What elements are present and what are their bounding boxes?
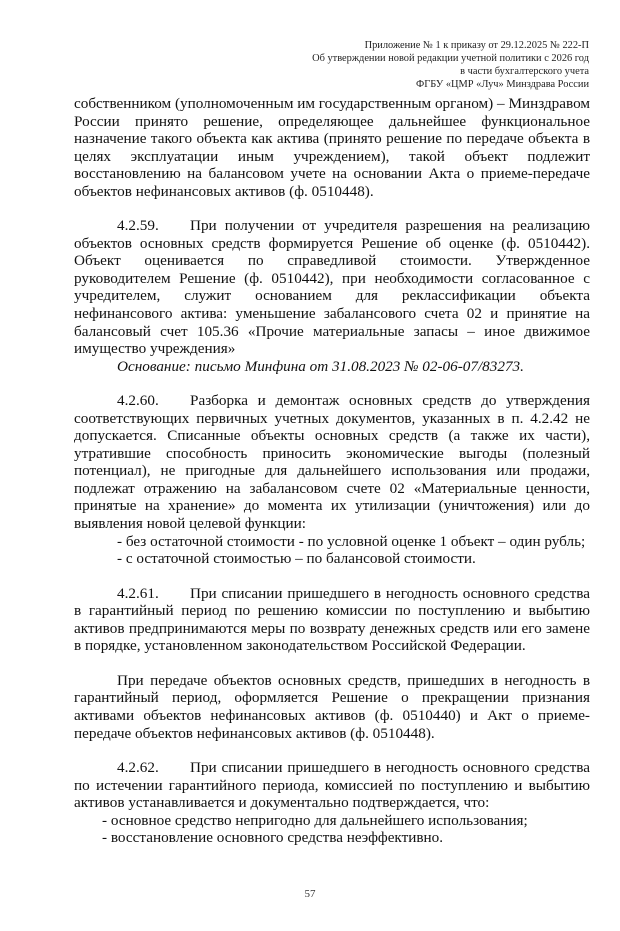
list-item: - с остаточной стоимостью – по балансовой стоимости. — [117, 550, 476, 568]
clause-number: 4.2.62. — [117, 759, 159, 777]
document-body — [74, 95, 590, 847]
transfer-paragraph: При передаче объектов основных средств, пришедших в негодность в гарантийный период, оформляется Решение о прекращении признания активами объектов нефинансовых активов (ф. 0510440) и Акт о приеме-передаче объектов нефинансовых активов (ф. 0510448). — [74, 671, 590, 742]
clause-4-2-62 — [74, 759, 590, 847]
continued-paragraph: собственником (уполномоченным им государственным органом) – Минздравом России принято решение, определяющее дальнейшее функциональное назначение такого объекта как актива (принято решение по передаче объекта в целях эксплуатации иным учреждением), такой объект подлежит восстановлению на балансовом учете на основании Акта о приеме-передаче объектов нефинансовых активов (ф. 0510448). — [74, 95, 590, 200]
clause-4-2-61 — [74, 585, 590, 655]
clause-text: Разборка и демонтаж основных средств до утверждения соответствующих первичных учетных документов, указанных в п. 4.2.42 не допускается. Списанные объекты основных средств (а также их части), утратившие способность приносить экономические выгоды (полезный потенциал), не пригодные для дальнейшего использования или продажи, подлежат отражению на забалансовом счете 02 «Материальные ценности, принятые на хранение» до момента их утилизации (уничтожения) или до выявления новой целевой функции: — [74, 392, 590, 533]
header-line: Об утверждении новой редакции учетной политики с 2026 год — [312, 53, 589, 64]
header-line: в части бухгалтерского учета — [460, 66, 589, 77]
clause-text: При получении от учредителя разрешения на реализацию объектов основных средств формируется Решение об оценке (ф. 0510442). Объект оценивается по справедливой стоимости. Утвержденное руководителем Решение (ф. 0510442), при необходимости согласованное с учредителем, служит основанием для реклассификации объекта нефинансового актива: уменьшение забалансового счета 02 и принятие на балансовый счет 105.36 «Прочие материальные запасы – иное движимое имущество учреждения» — [74, 217, 590, 358]
list-item: - без остаточной стоимости - по условной оценке 1 объект – один рубль; — [117, 532, 586, 550]
list-item: - основное средство непригодно для дальнейшего использования; — [102, 811, 528, 829]
order-header — [229, 39, 589, 91]
clause-number: 4.2.61. — [117, 584, 159, 602]
clause-4-2-60 — [74, 392, 590, 567]
clause-number: 4.2.60. — [117, 392, 159, 410]
clause-number: 4.2.59. — [117, 217, 159, 235]
page-number: 57 — [304, 887, 316, 900]
clause-text: При списании пришедшего в негодность основного средства в гарантийный период по решению комиссии по поступлению и выбытию активов предпринимаются меры по возврату денежных средств или его замене в порядке, установленном законодательством Российской Федерации. — [74, 584, 590, 655]
header-line: ФГБУ «ЦМР «Луч» Минздрава России — [416, 79, 589, 90]
clause-4-2-59 — [74, 217, 590, 375]
header-line: Приложение № 1 к приказу от 29.12.2025 № 222-П — [364, 40, 589, 51]
list-item: - восстановление основного средства неэффективно. — [102, 829, 444, 847]
basis-note: Основание: письмо Минфина от 31.08.2023 № 02-06-07/83273. — [117, 357, 524, 375]
clause-text: При списании пришедшего в негодность основного средства по истечении гарантийного периода, комиссией по поступлению и выбытию активов устанавливается и документально подтверждается, что: — [74, 759, 590, 812]
